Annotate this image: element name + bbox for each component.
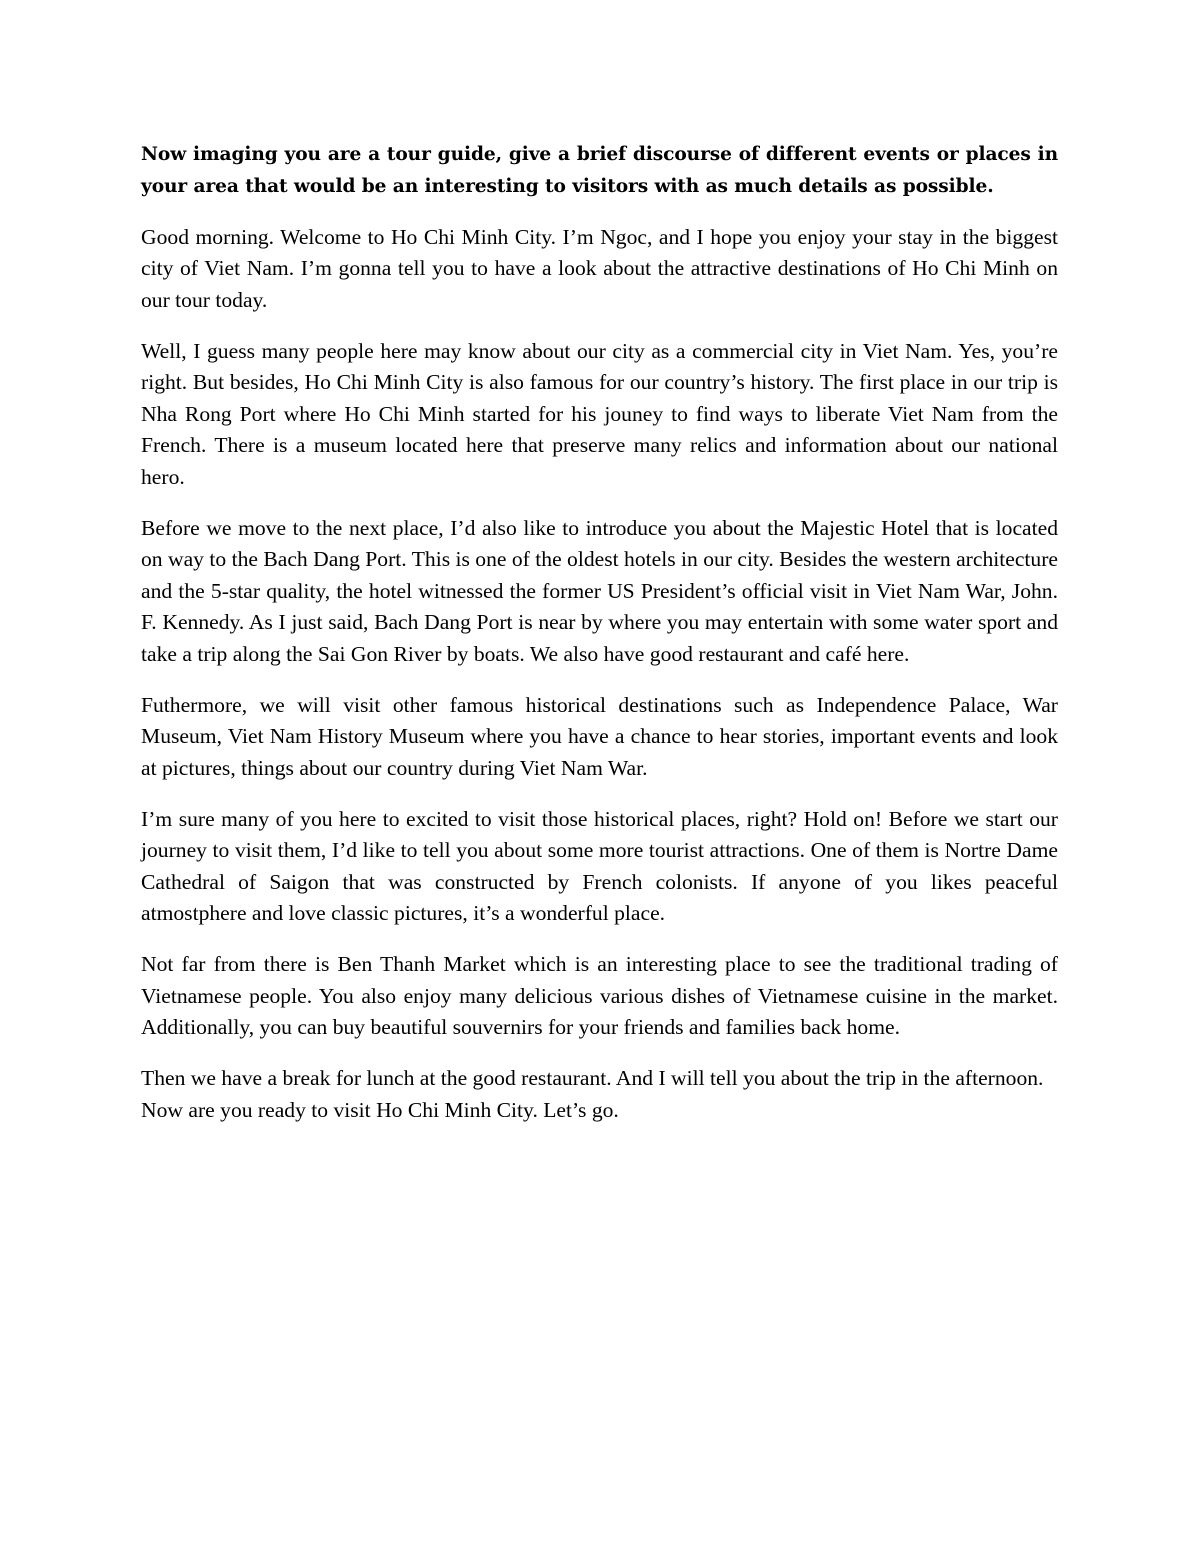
paragraph-welcome: Good morning. Welcome to Ho Chi Minh City. I’m Ngoc, and I hope you enjoy your stay in the biggest city of Viet Nam. I’m gonna tell you to have a look about the attractive destinations of Ho Chi Minh on our tour today. [141,224,1058,312]
document-body [141,139,1058,1146]
paragraph-majestic-hotel: Before we move to the next place, I’d also like to introduce you about the Majestic Hotel that is located on way to the Bach Dang Port. This is one of the oldest hotels in our city. Besides the western architecture and the 5-star quality, the hotel witnessed the former US President’s official visit in Viet Nam War, John. F. Kennedy. As I just said, Bach Dang Port is near by where you may entertain with some water sport and take a trip along the Sai Gon River by boats. We also have good restaurant and café here. [141,515,1058,666]
paragraph-notre-dame: I’m sure many of you here to excited to visit those historical places, right? Hold on! Before we start our journey to visit them, I’d like to tell you about some more tourist attractions. One of them is Nortre Dame Cathedral of Saigon that was constructed by French colonists. If anyone of you likes peaceful atmostphere and love classic pictures, it’s a wonderful place. [141,806,1058,925]
paragraph-ben-thanh-market: Not far from there is Ben Thanh Market which is an interesting place to see the traditional trading of Vietnamese people. You also enjoy many delicious various dishes of Vietnamese cuisine in the market. Additionally, you can buy beautiful souvernirs for your friends and families back home. [141,952,1058,1039]
paragraph-historical-destinations: Futhermore, we will visit other famous historical destinations such as Independence Palace, War Museum, Viet Nam History Museum where you have a chance to hear stories, important events and look at pictures, things about our country during Viet Nam War. [141,692,1058,780]
paragraph-nha-rong-port: Well, I guess many people here may know about our city as a commercial city in Viet Nam. Yes, you’re right. But besides, Ho Chi Minh City is also famous for our country’s history. The first place in our trip is Nha Rong Port where Ho Chi Minh started for his jouney to find ways to liberate Viet Nam from the French. There is a museum located here that preserve many relics and information about our national hero. [141,338,1058,489]
paragraph-closing: Then we have a break for lunch at the good restaurant. And I will tell you about the trip in the afternoon. Now are you ready to visit Ho Chi Minh City. Let’s go. [141,1066,1044,1122]
document-heading: Now imaging you are a tour guide, give a brief discourse of different events or places in your area that would be an interesting to visitors with as much details as possible. [141,144,1058,197]
